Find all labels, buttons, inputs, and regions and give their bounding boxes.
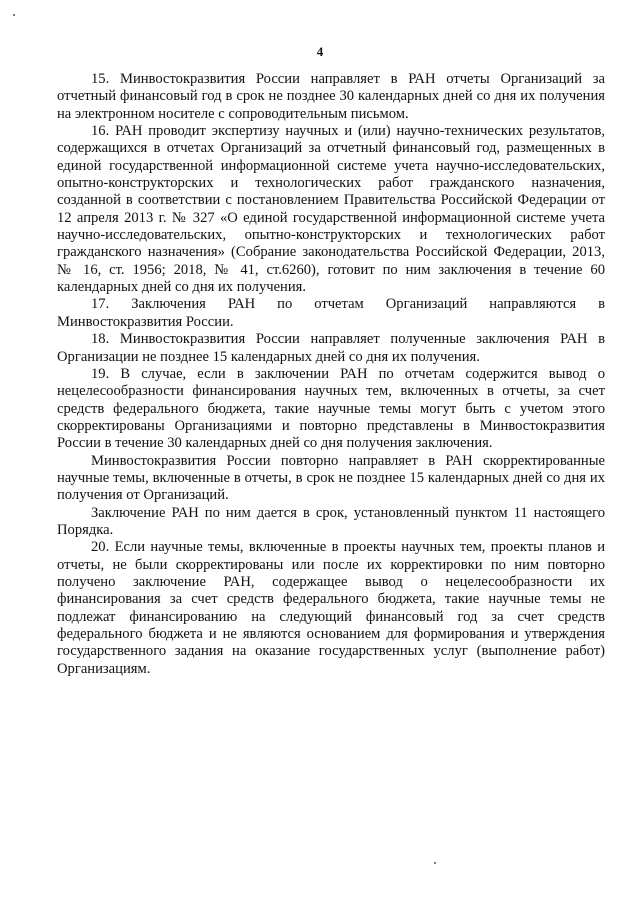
scan-speck: [434, 862, 436, 864]
paragraph-20: 20. Если научные темы, включенные в проекты научных тем, проекты планов и отчеты, не были скорректированы или после их корректировки по ним повторно получено заключение РАН, содержащее вывод о нецелесообразности их финансирования за счет средств федерального бюджета, такие научные темы не подлежат финансированию на следующий финансовый год за счет средств федерального бюджета и не являются основанием для формирования и утверждения государственного задания на оказание государственных услуг (выполнение работ) Организациям.: [57, 539, 605, 677]
paragraph-19: 19. В случае, если в заключении РАН по отчетам содержится вывод о нецелесообразности финансирования научных тем, включенных в отчеты, за счет средств федерального бюджета, такие научные темы могут быть с учетом этого скорректированы Организациями и повторно представлены в Минвостокразвития России в течение 30 календарных дней со дня получения заключения.: [57, 365, 605, 452]
paragraph-18: 18. Минвостокразвития России направляет полученные заключения РАН в Организации не позднее 15 календарных дней со дня их получения.: [57, 331, 605, 365]
paragraph-15: 15. Минвостокразвития России направляет в РАН отчеты Организаций за отчетный финансовый год в срок не позднее 30 календарных дней со дня их получения на электронном носителе с сопроводительным письмом.: [57, 71, 605, 122]
page-number: 4: [316, 44, 324, 59]
paragraph-19-continuation: Минвостокразвития России повторно направляет в РАН скорректированные научные темы, включенные в отчеты, в срок не позднее 15 календарных дней со дня их получения от Организаций.: [57, 452, 605, 504]
paragraph-17: 17. Заключения РАН по отчетам Организаций направляются в Минвостокразвития России.: [57, 296, 605, 330]
scan-speck: [13, 14, 15, 16]
paragraph-19-conclusion: Заключение РАН по ним дается в срок, установленный пунктом 11 настоящего Порядка.: [57, 504, 605, 538]
paragraph-16: 16. РАН проводит экспертизу научных и (или) научно-технических результатов, содержащихся в отчетах Организаций за отчетный финансовый год, размещенных в единой государственной информационной системе учета научно-исследовательских, опытно-конструкторских и технологических работ гражданского назначения, созданной в соответствии с постановлением Правительства Российской Федерации от 12 апреля 2013 г. № 327 «О единой государственной информационной системе учета научно-исследовательских, опытно-конструкторских и технологических работ гражданского назначения» (Собрание законодательства Российской Федерации, 2013, № 16, ст. 1956; 2018, № 41, ст.6260), готовит по ним заключения в течение 60 календарных дней со дня их получения.: [57, 123, 605, 296]
document-body: [57, 71, 605, 678]
